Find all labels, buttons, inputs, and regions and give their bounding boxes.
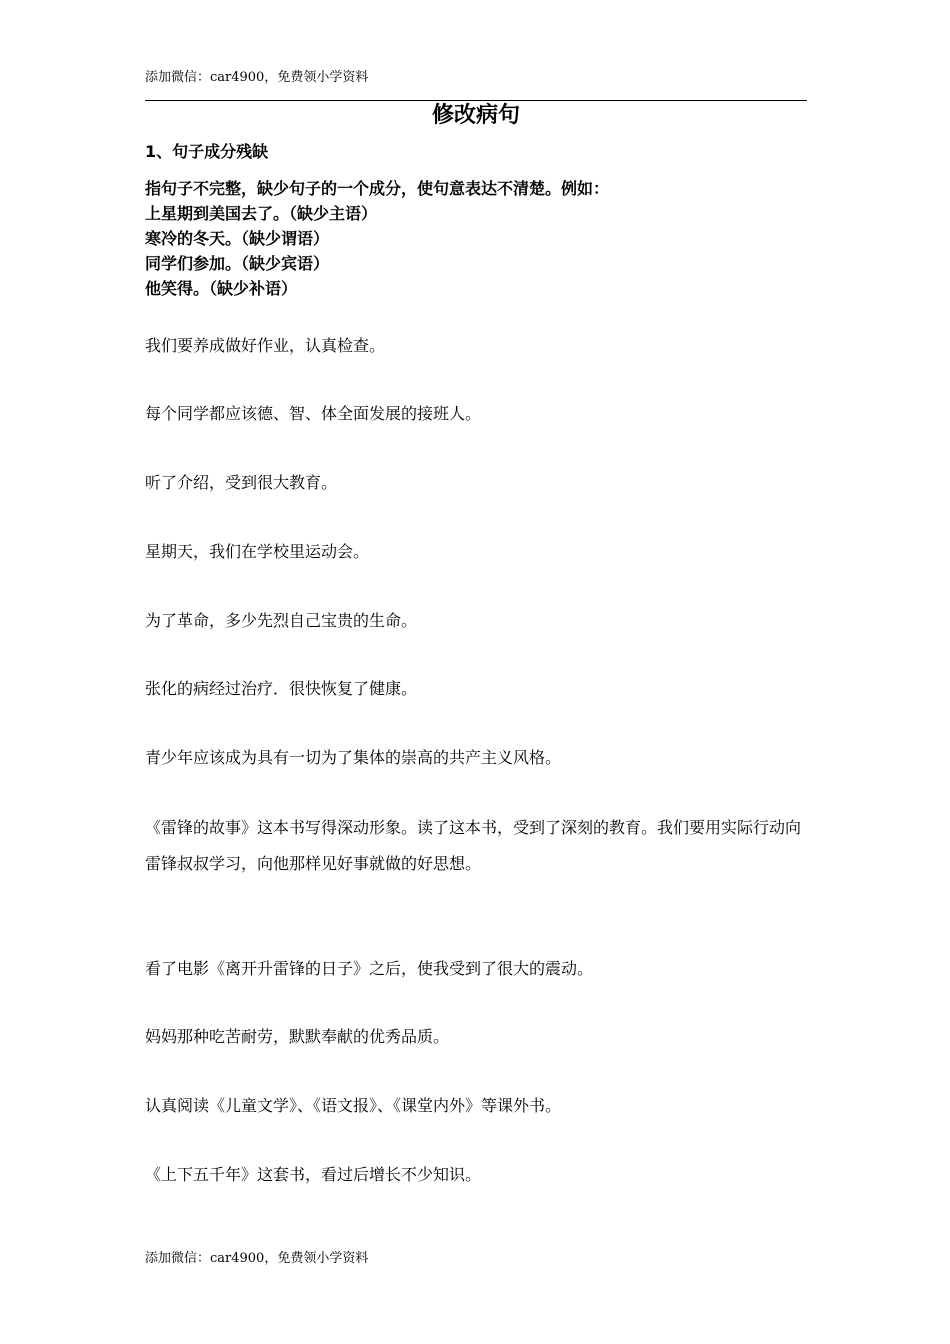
exercise-sentence-1: 我们要养成做好作业，认真检查。 bbox=[145, 336, 386, 355]
page-header: 添加微信：car4900，免费领小学资料 bbox=[145, 70, 369, 85]
example-missing-subject: 上星期到美国去了。（缺少主语） bbox=[145, 204, 378, 223]
exercise-sentence-3: 听了介绍，受到很大教育。 bbox=[145, 473, 338, 492]
exercise-sentence-9: 看了电影《离开升雷锋的日子》之后，使我受到了很大的震动。 bbox=[145, 959, 594, 978]
section-heading: 1、句子成分残缺 bbox=[145, 142, 269, 161]
example-missing-predicate: 寒冷的冬天。（缺少谓语） bbox=[145, 229, 330, 248]
exercise-sentence-7: 青少年应该成为具有一切为了集体的崇高的共产主义风格。 bbox=[145, 748, 562, 767]
exercise-sentence-2: 每个同学都应该德、智、体全面发展的接班人。 bbox=[145, 404, 482, 423]
exercise-sentence-11: 认真阅读《儿童文学》、《语文报》、《课堂内外》等课外书。 bbox=[145, 1096, 562, 1115]
example-missing-object: 同学们参加。（缺少宾语） bbox=[145, 254, 330, 273]
section-explanation bbox=[145, 176, 815, 301]
exercise-sentence-5: 为了革命，多少先烈自己宝贵的生命。 bbox=[145, 611, 418, 630]
example-missing-complement: 他笑得。（缺少补语） bbox=[145, 279, 298, 298]
page-footer: 添加微信：car4900，免费领小学资料 bbox=[145, 1251, 369, 1266]
page-title: 修改病句 bbox=[431, 103, 520, 128]
exercise-sentence-4: 星期天，我们在学校里运动会。 bbox=[145, 542, 370, 561]
exercise-sentence-12: 《上下五千年》这套书，看过后增长不少知识。 bbox=[145, 1165, 482, 1184]
exercise-sentence-8: 《雷锋的故事》这本书写得深动形象。读了这本书，受到了深刻的教育。我们要用实际行动向雷锋叔叔学习，向他那样见好事就做的好思想。 bbox=[145, 818, 802, 873]
explanation-line: 指句子不完整，缺少句子的一个成分，使句意表达不清楚。例如： bbox=[145, 179, 610, 198]
exercise-sentence-10: 妈妈那种吃苦耐劳，默默奉献的优秀品质。 bbox=[145, 1027, 450, 1046]
exercise-sentence-6: 张化的病经过治疗．很快恢复了健康。 bbox=[145, 679, 418, 698]
